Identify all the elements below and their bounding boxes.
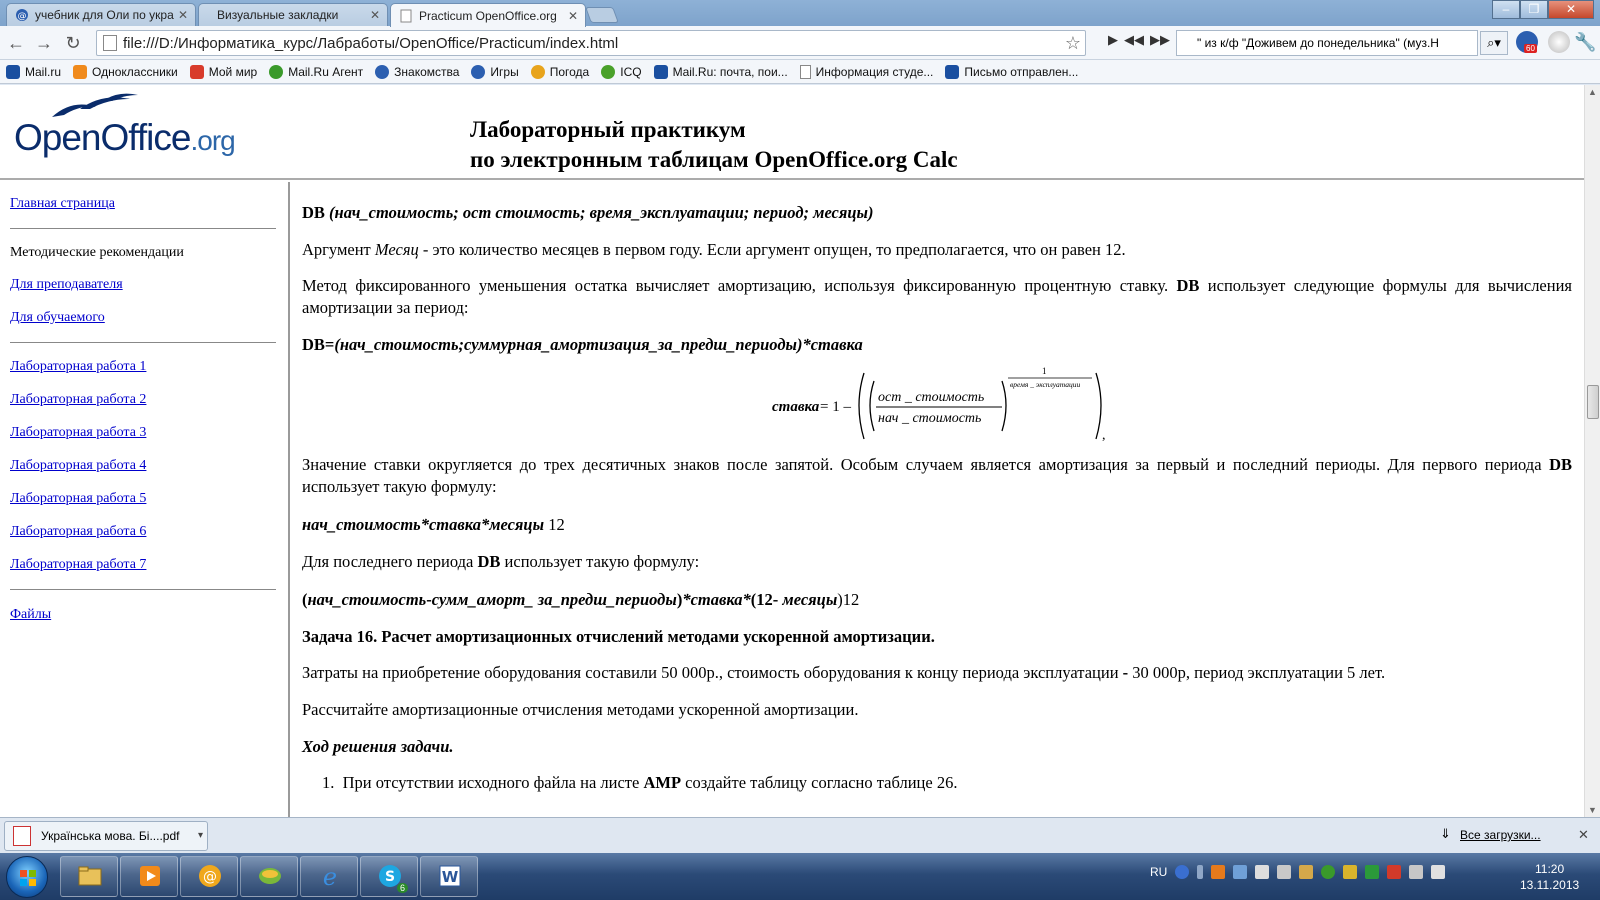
taskbar-skype[interactable] xyxy=(360,856,418,897)
formula-db: DB=(нач_стоимость;суммурная_амортизация_за_предш_периоды)*ставка xyxy=(302,335,863,354)
browser-toolbar xyxy=(0,26,1600,60)
tab-title: Визуальные закладки xyxy=(217,8,339,22)
rate-denominator: нач _ стоимость xyxy=(878,411,982,426)
windows-logo-icon xyxy=(19,869,37,887)
tray-icon[interactable] xyxy=(1387,865,1401,879)
nav-link-files[interactable]: Файлы xyxy=(10,607,52,622)
url-text: file:///D:/Информатика_курс/Лабработы/OpenOffice/Practicum/index.html xyxy=(123,34,619,52)
downloads-shelf xyxy=(0,817,1600,853)
formula-last-period: (нач_стоимость-сумм_аморт_ за_предш_периоды)*ставка*(12- месяцы)12 xyxy=(302,590,860,609)
mail-extension-icon[interactable] xyxy=(1516,31,1538,53)
download-filename: Українська мова. Бі....pdf xyxy=(41,829,180,843)
nav-link-lab-1[interactable]: Лабораторная работа 1 xyxy=(10,359,147,374)
bookmark-moi-mir[interactable]: Мой мир xyxy=(190,65,257,79)
scrollbar-thumb[interactable] xyxy=(1587,385,1599,419)
list-item: 1. При отсутствии исходного файла на листе AMP создайте таблицу согласно таблице 26. xyxy=(322,773,958,792)
nav-link-lab-6[interactable]: Лабораторная работа 6 xyxy=(10,524,147,539)
rate-lhs: ставка xyxy=(772,399,820,415)
divider xyxy=(10,589,276,590)
tray-icon[interactable] xyxy=(1321,865,1335,879)
star-icon[interactable]: ☆ xyxy=(1064,32,1082,53)
moi-mir-icon xyxy=(190,65,204,79)
paragraph-method: Метод фиксированного уменьшения остатка вычисляет амортизацию, используя фиксированную процентную ставку. DB использует следующие формулы для вычисления амортизации за период: xyxy=(302,276,1572,317)
icq-flower-icon xyxy=(601,65,615,79)
nav-link-lab-3[interactable]: Лабораторная работа 3 xyxy=(10,425,147,440)
syntax-line: DB (нач_стоимость; ост стоимость; время_эксплуатации; период; месяцы) xyxy=(302,203,874,222)
bookmark-icq[interactable]: ICQ xyxy=(601,65,641,79)
extension-icon[interactable] xyxy=(1548,31,1570,53)
next-icon[interactable]: ▶▶ xyxy=(1150,32,1170,47)
media-player-icon xyxy=(137,863,163,889)
chevron-down-icon[interactable]: ▾ xyxy=(197,830,203,841)
restore-button[interactable]: ❐ xyxy=(1520,0,1548,19)
scroll-up-icon[interactable]: ▲ xyxy=(1588,87,1597,97)
svg-text:@: @ xyxy=(203,869,217,885)
divider xyxy=(10,342,276,343)
rate-formula xyxy=(772,365,1122,445)
notification-badge: 6 xyxy=(397,883,408,893)
taskbar-media-player[interactable] xyxy=(120,856,178,897)
paragraph-costs: Затраты на приобретение оборудования составили 50 000р., стоимость оборудования к концу периода эксплуатации - 30 000р, период эксплуатации 5 лет. xyxy=(302,663,1386,682)
close-window-button[interactable]: ✕ xyxy=(1548,0,1594,19)
taskbar-mail-agent[interactable] xyxy=(180,856,238,897)
bluetooth-icon[interactable] xyxy=(1233,865,1247,879)
page-title: Лабораторный практикум по электронным таблицам OpenOffice.org Calc xyxy=(470,117,958,172)
formula-first-period: нач_стоимость*ставка*месяцы 12 xyxy=(302,515,565,534)
internet-explorer-icon xyxy=(317,863,343,889)
tab-practicum[interactable] xyxy=(390,3,586,27)
help-icon[interactable] xyxy=(1175,865,1189,879)
bookmark-weather[interactable]: Погода xyxy=(531,65,590,79)
taskbar-explorer[interactable] xyxy=(60,856,118,897)
paragraph-rounding: Значение ставки округляется до трех десятичных знаков после запятой. Особым случаем является амортизация за первый и последний периоды. Для первого периода DB использует такую формулу: xyxy=(302,455,1572,496)
tray-icon[interactable] xyxy=(1343,865,1357,879)
vertical-scrollbar[interactable] xyxy=(1584,85,1600,817)
divider xyxy=(10,228,276,229)
task-title: Задача 16. Расчет амортизационных отчислений методами ускоренной амортизации. xyxy=(302,627,935,646)
site-header xyxy=(0,85,1584,180)
clock[interactable]: 11:20 13.11.2013 xyxy=(1520,862,1580,892)
mail-icon xyxy=(6,65,20,79)
tab-visual-bookmarks[interactable] xyxy=(198,3,388,26)
app-icon xyxy=(257,863,283,889)
tray-icon[interactable] xyxy=(1197,865,1203,879)
bookmarks-bar xyxy=(0,60,1600,84)
mail-icon xyxy=(945,65,959,79)
bookmark-letter-sent[interactable]: Письмо отправлен... xyxy=(945,65,1078,79)
media-controls xyxy=(1108,32,1170,48)
rate-numerator: ост _ стоимость xyxy=(878,390,985,405)
page-icon xyxy=(103,35,117,51)
at-icon xyxy=(197,863,223,889)
folder-icon xyxy=(77,863,103,889)
tray-icon[interactable] xyxy=(1365,865,1379,879)
play-icon[interactable]: ▶ xyxy=(1108,32,1118,47)
bookmark-games[interactable]: Игры xyxy=(471,65,518,79)
nav-link-student[interactable]: Для обучаемого xyxy=(10,310,105,325)
nav-link-lab-7[interactable]: Лабораторная работа 7 xyxy=(10,557,147,572)
notification-badge: 60 xyxy=(1526,44,1535,53)
page-icon xyxy=(800,65,811,79)
minimize-button[interactable]: – xyxy=(1492,0,1520,19)
mail-icon xyxy=(15,8,29,22)
download-item[interactable] xyxy=(4,821,208,851)
bookmark-student-info[interactable]: Информация студе... xyxy=(800,65,934,79)
pdf-icon xyxy=(13,826,31,846)
taskbar-word[interactable] xyxy=(420,856,478,897)
close-icon[interactable]: ✕ xyxy=(177,8,189,22)
back-button[interactable]: ← xyxy=(7,33,25,53)
svg-text:@: @ xyxy=(17,11,27,22)
rate-exp-numerator: 1 xyxy=(1042,366,1047,376)
reload-button[interactable]: ↻ xyxy=(65,33,81,53)
volume-icon[interactable] xyxy=(1431,865,1445,879)
nav-link-home[interactable]: Главная страница xyxy=(10,196,115,211)
tab-textbook[interactable] xyxy=(6,3,196,26)
download-arrow-icon: ⇓ xyxy=(1440,826,1451,841)
games-icon xyxy=(471,65,485,79)
taskbar-app[interactable] xyxy=(240,856,298,897)
bookmark-mailru-search[interactable]: Mail.Ru: почта, пои... xyxy=(654,65,788,79)
left-navigation xyxy=(0,182,290,817)
nav-heading-methodical: Методические рекомендации xyxy=(10,245,184,260)
language-indicator[interactable]: RU xyxy=(1150,865,1168,879)
taskbar-internet-explorer[interactable] xyxy=(300,856,358,897)
system-tray xyxy=(1150,865,1445,879)
scroll-down-icon[interactable]: ▼ xyxy=(1588,805,1597,815)
now-playing-field[interactable] xyxy=(1176,30,1478,56)
wrench-icon[interactable]: 🔧 xyxy=(1574,32,1597,52)
tray-icon[interactable] xyxy=(1299,865,1313,879)
new-tab-button[interactable] xyxy=(585,7,619,23)
odnoklassniki-icon xyxy=(73,65,87,79)
paragraph-month: Аргумент Месяц - это количество месяцев в первом году. Если аргумент опущен, то предполагается, что он равен 12. xyxy=(302,240,1126,259)
close-icon[interactable]: ✕ xyxy=(567,8,579,23)
rate-eq: = 1 – xyxy=(820,399,851,415)
network-icon[interactable] xyxy=(1409,865,1423,879)
nav-link-lab-4[interactable]: Лабораторная работа 4 xyxy=(10,458,147,473)
forward-button[interactable]: → xyxy=(35,33,53,53)
rate-exp-denominator: время _ эксплуатации xyxy=(1010,380,1081,389)
tab-title: учебник для Оли по укра xyxy=(35,8,174,22)
tray-icon[interactable] xyxy=(1277,865,1291,879)
page-icon xyxy=(399,9,413,23)
bookmark-odnoklassniki[interactable]: Одноклассники xyxy=(73,65,178,79)
sun-icon xyxy=(531,65,545,79)
solution-heading: Ход решения задачи. xyxy=(302,737,454,756)
bookmark-znakomstva[interactable]: Знакомства xyxy=(375,65,459,79)
svg-text:e: e xyxy=(322,863,338,889)
close-icon[interactable]: ✕ xyxy=(1578,827,1589,842)
tray-icon[interactable] xyxy=(1211,865,1225,879)
nav-link-lab-5[interactable]: Лабораторная работа 5 xyxy=(10,491,147,506)
bookmark-agent[interactable]: Mail.Ru Агент xyxy=(269,65,363,79)
start-button[interactable] xyxy=(6,856,48,898)
agent-icon xyxy=(269,65,283,79)
at-icon xyxy=(375,65,389,79)
svg-text:,: , xyxy=(1102,428,1106,443)
now-playing-text: " из к/ф "Доживем до понедельника" (муз.Н xyxy=(1197,36,1439,50)
word-icon xyxy=(437,863,463,889)
tab-title: Practicum OpenOffice.org xyxy=(419,8,557,23)
previous-icon[interactable]: ◀◀ xyxy=(1124,32,1144,47)
mail-icon xyxy=(654,65,668,79)
close-icon[interactable]: ✕ xyxy=(369,8,381,22)
address-bar[interactable] xyxy=(96,30,1086,56)
paragraph-calculate: Рассчитайте амортизационные отчисления методами ускоренной амортизации. xyxy=(302,700,859,719)
page-viewport xyxy=(0,85,1584,817)
flag-icon[interactable] xyxy=(1255,865,1269,879)
tab-strip xyxy=(0,0,1600,26)
bookmark-mailru[interactable]: Mail.ru xyxy=(6,65,61,79)
all-downloads-link[interactable]: Все загрузки... xyxy=(1460,828,1541,842)
svg-text:W: W xyxy=(441,868,459,886)
svg-text:S: S xyxy=(384,869,396,885)
nav-link-lab-2[interactable]: Лабораторная работа 2 xyxy=(10,392,147,407)
windows-taskbar xyxy=(0,853,1600,900)
search-icon[interactable]: ⌕▾ xyxy=(1480,31,1508,55)
openoffice-logo: OpenOffice.org xyxy=(14,117,235,158)
paragraph-last-period: Для последнего периода DB использует такую формулу: xyxy=(302,552,700,571)
window-controls xyxy=(1492,0,1594,19)
nav-link-teacher[interactable]: Для преподавателя xyxy=(10,277,123,292)
